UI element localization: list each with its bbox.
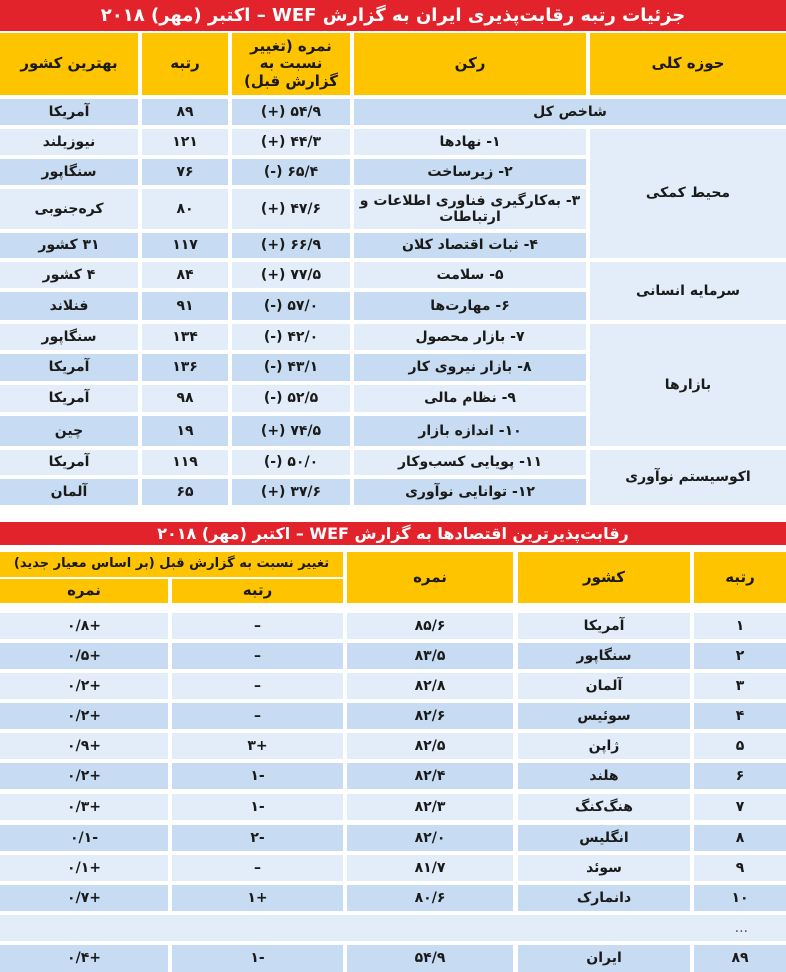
overall-label: شاخص کل [354,99,786,125]
score-cell: ۵۷/۰ (-) [232,292,350,320]
change-score-cell: +۰/۳ [0,794,168,820]
rank-cell: ۱۰ [694,885,786,911]
score-cell: ۵۰/۰ (-) [232,450,350,475]
change-rank-cell: +۱ [172,885,343,911]
best-cell: آمریکا [0,385,138,412]
change-score-cell: +۰/۲ [0,673,168,699]
best-cell: کره‌جنوبی [0,189,138,229]
change-rank-cell: – [172,643,343,669]
header-rank: رتبه [142,33,228,95]
iran-score-cell: ۵۴/۹ [347,945,513,972]
country-cell: هلند [518,763,690,789]
group-human-capital: سرمایه انسانی [590,262,786,320]
table2-title: رقابت‌پذیرترین اقتصادها به گزارش WEF – اکتبر (مهر) ۲۰۱۸ [0,522,786,545]
best-cell: فنلاند [0,292,138,320]
best-cell: سنگاپور [0,159,138,185]
score-cell: ۷۴/۵ (+) [232,416,350,446]
rank-cell: ۱۹ [142,416,228,446]
change-rank-cell: -۲ [172,825,343,851]
rank-cell: ۱۱۷ [142,233,228,258]
pillar-cell: ۵- سلامت [354,262,586,288]
rank-cell: ۴ [694,703,786,729]
change-rank-cell: +۳ [172,733,343,759]
score-cell: ۴۴/۳ (+) [232,129,350,155]
header-score: نمره [347,552,513,603]
ellipsis-row [0,915,786,941]
rank-cell: ۲ [694,643,786,669]
iran-rank-cell: ۸۹ [694,945,786,972]
score-cell: ۸۳/۵ [347,643,513,669]
header-change-score: نمره [0,579,168,603]
pillar-cell: ۷- بازار محصول [354,324,586,350]
score-cell: ۸۲/۴ [347,763,513,789]
country-cell: آمریکا [518,613,690,639]
rank-cell: ۶ [694,763,786,789]
table1-title: جزئیات رتبه رقابت‌پذیری ایران به گزارش WEF – اکتبر (مهر) ۲۰۱۸ [0,0,786,31]
header-domain: حوزه کلی [590,33,786,95]
change-score-cell: -۰/۱ [0,825,168,851]
country-cell: هنگ‌کنگ [518,794,690,820]
pillar-cell: ۳- به‌کارگیری فناوری اطلاعات و ارتباطات [354,189,586,229]
rank-cell: ۹۱ [142,292,228,320]
country-cell: آلمان [518,673,690,699]
change-rank-cell: – [172,703,343,729]
score-cell: ۶۶/۹ (+) [232,233,350,258]
pillar-cell: ۶- مهارت‌ها [354,292,586,320]
best-cell: آمریکا [0,354,138,381]
rank-cell: ۱ [694,613,786,639]
score-cell: ۸۰/۶ [347,885,513,911]
group-innovation-ecosystem: اکوسیستم نوآوری [590,450,786,505]
header-score: نمره (تغییر نسبت به گزارش قبل) [232,33,350,95]
country-cell: دانمارک [518,885,690,911]
header-pillar: رکن [354,33,586,95]
iran-change-score-cell: +۰/۴ [0,945,168,972]
header-country: کشور [518,552,690,603]
score-cell: ۸۲/۸ [347,673,513,699]
country-cell: سنگاپور [518,643,690,669]
score-cell: ۸۵/۶ [347,613,513,639]
group-markets: بازارها [590,324,786,446]
rank-cell: ۶۵ [142,479,228,505]
best-cell: سنگاپور [0,324,138,350]
score-cell: ۸۲/۵ [347,733,513,759]
change-score-cell: +۰/۵ [0,643,168,669]
pillar-cell: ۱- نهادها [354,129,586,155]
rank-cell: ۱۲۱ [142,129,228,155]
pillar-cell: ۲- زیرساخت [354,159,586,185]
score-cell: ۸۲/۰ [347,825,513,851]
score-cell: ۸۲/۶ [347,703,513,729]
country-cell: ژاپن [518,733,690,759]
best-cell: آلمان [0,479,138,505]
change-score-cell: +۰/۱ [0,855,168,881]
score-cell: ۸۱/۷ [347,855,513,881]
country-cell: سوئد [518,855,690,881]
rank-cell: ۵ [694,733,786,759]
score-cell: ۸۲/۳ [347,794,513,820]
change-rank-cell: -۱ [172,794,343,820]
pillar-cell: ۱۰- اندازه بازار [354,416,586,446]
rank-cell: ۹۸ [142,385,228,412]
overall-rank: ۸۹ [142,99,228,125]
score-cell: ۴۷/۶ (+) [232,189,350,229]
best-cell: ۳۱ کشور [0,233,138,258]
pillar-cell: ۱۱- پویایی کسب‌وکار [354,450,586,475]
pillar-cell: ۱۲- توانایی نوآوری [354,479,586,505]
score-cell: ۳۷/۶ (+) [232,479,350,505]
iran-country-cell: ایران [518,945,690,972]
rank-cell: ۷ [694,794,786,820]
change-rank-cell: – [172,855,343,881]
group-enabling-environment: محیط کمکی [590,129,786,258]
score-cell: ۵۲/۵ (-) [232,385,350,412]
best-cell: ۴ کشور [0,262,138,288]
rank-cell: ۸۴ [142,262,228,288]
change-rank-cell: – [172,673,343,699]
rank-cell: ۷۶ [142,159,228,185]
rank-cell: ۹ [694,855,786,881]
score-cell: ۶۵/۴ (-) [232,159,350,185]
header-change-rank: رتبه [172,579,343,603]
change-score-cell: +۰/۲ [0,703,168,729]
change-score-cell: +۰/۹ [0,733,168,759]
header-rank: رتبه [694,552,786,603]
overall-best: آمریکا [0,99,138,125]
rank-cell: ۸۰ [142,189,228,229]
rank-cell: ۱۳۴ [142,324,228,350]
change-score-cell: +۰/۲ [0,763,168,789]
change-score-cell: +۰/۷ [0,885,168,911]
rank-cell: ۱۳۶ [142,354,228,381]
score-cell: ۴۲/۰ (-) [232,324,350,350]
score-cell: ۴۳/۱ (-) [232,354,350,381]
change-rank-cell: – [172,613,343,639]
rank-cell: ۸ [694,825,786,851]
best-cell: نیوزیلند [0,129,138,155]
overall-score: ۵۴/۹ (+) [232,99,350,125]
ellipsis-text: ... [734,919,748,936]
pillar-cell: ۸- بازار نیروی کار [354,354,586,381]
iran-change-rank-cell: -۱ [172,945,343,972]
pillar-cell: ۴- ثبات اقتصاد کلان [354,233,586,258]
rank-cell: ۱۱۹ [142,450,228,475]
change-rank-cell: -۱ [172,763,343,789]
pillar-cell: ۹- نظام مالی [354,385,586,412]
change-score-cell: +۰/۸ [0,613,168,639]
rank-cell: ۳ [694,673,786,699]
header-change-group: تغییر نسبت به گزارش قبل (بر اساس معیار جدید) [0,552,343,577]
header-best-country: بهترین کشور [0,33,138,95]
country-cell: سوئیس [518,703,690,729]
country-cell: انگلیس [518,825,690,851]
best-cell: آمریکا [0,450,138,475]
score-cell: ۷۷/۵ (+) [232,262,350,288]
best-cell: چین [0,416,138,446]
